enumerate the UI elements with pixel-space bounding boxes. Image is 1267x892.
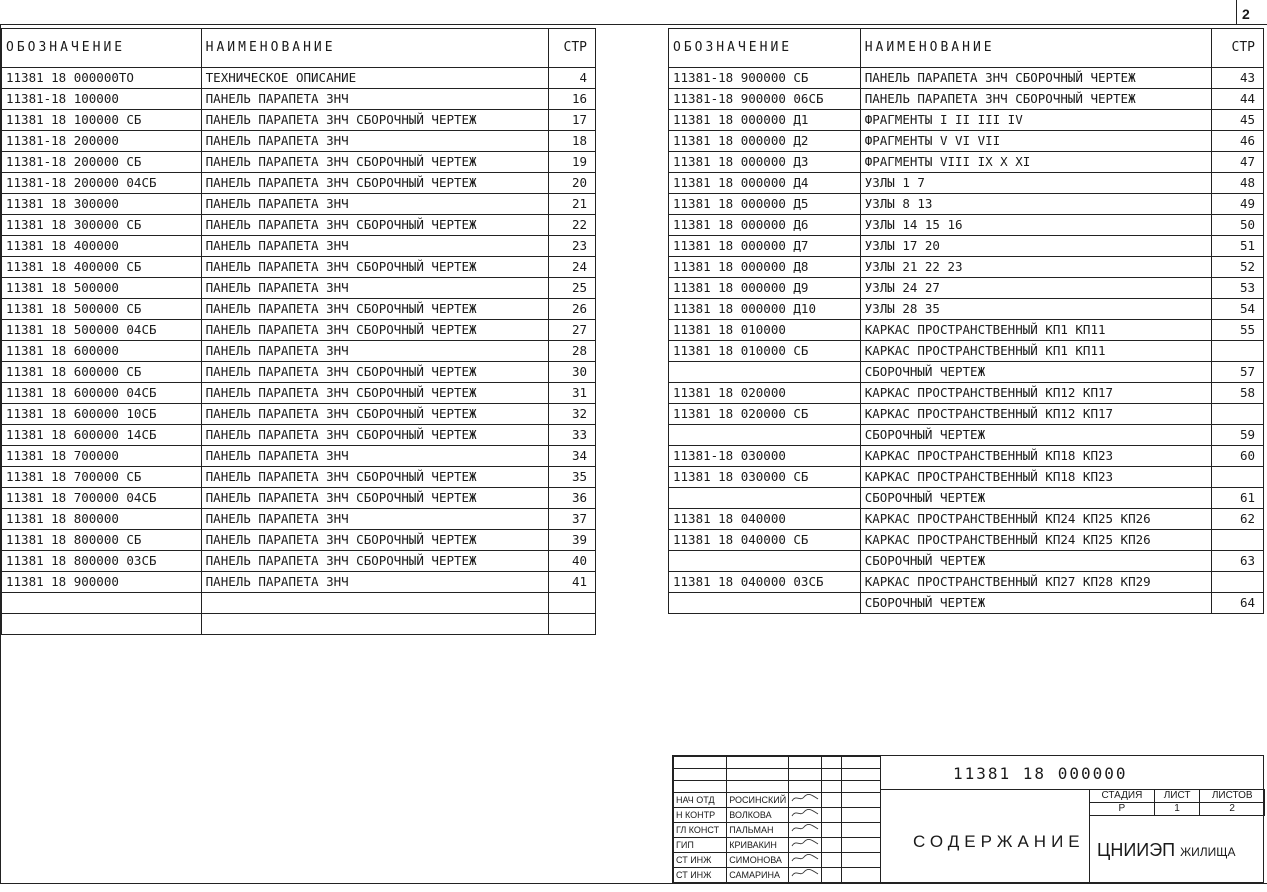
name-cell: ПАНЕЛЬ ПАРАПЕТА 3НЧ СБОРОЧНЫЙ ЧЕРТЕЖ (201, 467, 548, 488)
designation-cell: 11381 18 300000 СБ (2, 215, 202, 236)
table-row (2, 488, 596, 509)
sheet-title: СОДЕРЖАНИЕ (913, 832, 1085, 851)
designation-cell (669, 488, 861, 509)
table-row (669, 278, 1264, 299)
page-cell: 21 (549, 194, 596, 215)
signature-mark (789, 793, 822, 808)
blank-cell (842, 823, 881, 838)
name-cell: СБОРОЧНЫЙ ЧЕРТЕЖ (860, 551, 1211, 572)
signature-mark (789, 838, 822, 853)
signer-row (674, 838, 881, 853)
table-header-row (669, 29, 1264, 68)
table-row (2, 551, 596, 572)
page-cell (549, 593, 596, 614)
name-cell: ПАНЕЛЬ ПАРАПЕТА 3НЧ СБОРОЧНЫЙ ЧЕРТЕЖ (201, 173, 548, 194)
signer-row (674, 853, 881, 868)
page-cell: 26 (549, 299, 596, 320)
name-cell: ПАНЕЛЬ ПАРАПЕТА 3НЧ СБОРОЧНЫЙ ЧЕРТЕЖ (201, 320, 548, 341)
page-cell: 58 (1212, 383, 1264, 404)
page-cell: 20 (549, 173, 596, 194)
signature-mark (789, 808, 822, 823)
date-cell (822, 823, 842, 838)
designation-header: ОБОЗНАЧЕНИЕ (669, 29, 861, 68)
signer-name: ПАЛЬМАН (727, 823, 789, 838)
table-row (669, 572, 1264, 593)
table-row (2, 572, 596, 593)
designation-cell: 11381 18 600000 10СБ (2, 404, 202, 425)
signer-role: Н КОНТР (674, 808, 727, 823)
designation-cell: 11381-18 900000 СБ (669, 68, 861, 89)
signature-mark (789, 868, 822, 883)
page-cell: 62 (1212, 509, 1264, 530)
page-cell: 37 (549, 509, 596, 530)
name-cell: УЗЛЫ 28 35 (860, 299, 1211, 320)
table-row (669, 404, 1264, 425)
page-cell: 33 (549, 425, 596, 446)
org-sub: ЖИЛИЩА (1180, 845, 1236, 859)
page-cell: 57 (1212, 362, 1264, 383)
name-cell: УЗЛЫ 14 15 16 (860, 215, 1211, 236)
designation-cell: 11381 18 020000 (669, 383, 861, 404)
name-cell: СБОРОЧНЫЙ ЧЕРТЕЖ (860, 362, 1211, 383)
signer-row (674, 868, 881, 883)
page-cell: 55 (1212, 320, 1264, 341)
name-cell: ПАНЕЛЬ ПАРАПЕТА 3НЧ СБОРОЧНЫЙ ЧЕРТЕЖ (201, 215, 548, 236)
table-row (669, 236, 1264, 257)
signature-mark (789, 823, 822, 838)
table-row (669, 152, 1264, 173)
designation-cell (669, 425, 861, 446)
date-cell (822, 868, 842, 883)
table-row (2, 131, 596, 152)
table-row (2, 236, 596, 257)
designation-cell: 11381 18 300000 (2, 194, 202, 215)
designation-cell: 11381 18 010000 (669, 320, 861, 341)
table-row (2, 278, 596, 299)
name-cell: ПАНЕЛЬ ПАРАПЕТА 3НЧ СБОРОЧНЫЙ ЧЕРТЕЖ (201, 551, 548, 572)
designation-cell: 11381 18 020000 СБ (669, 404, 861, 425)
name-cell: ПАНЕЛЬ ПАРАПЕТА 3НЧ (201, 236, 548, 257)
designation-cell: 11381-18 100000 (2, 89, 202, 110)
name-cell: КАРКАС ПРОСТРАНСТВЕННЫЙ КП12 КП17 (860, 404, 1211, 425)
name-cell: ФРАГМЕНТЫ VIII IX X XI (860, 152, 1211, 173)
designation-cell: 11381 18 000000 Д3 (669, 152, 861, 173)
designation-cell: 11381 18 000000 Д1 (669, 110, 861, 131)
signer-row (674, 793, 881, 808)
table-row (669, 446, 1264, 467)
table-row (669, 194, 1264, 215)
name-cell: ПАНЕЛЬ ПАРАПЕТА 3НЧ СБОРОЧНЫЙ ЧЕРТЕЖ (201, 257, 548, 278)
signers-grid (673, 756, 881, 883)
designation-cell: 11381 18 100000 СБ (2, 110, 202, 131)
page-cell: 17 (549, 110, 596, 131)
designation-cell: 11381 18 700000 СБ (2, 467, 202, 488)
page-cell: 28 (549, 341, 596, 362)
name-cell: ФРАГМЕНТЫ I II III IV (860, 110, 1211, 131)
name-cell: ПАНЕЛЬ ПАРАПЕТА 3НЧ СБОРОЧНЫЙ ЧЕРТЕЖ (201, 152, 548, 173)
page-cell: 16 (549, 89, 596, 110)
designation-cell: 11381 18 600000 14СБ (2, 425, 202, 446)
date-cell (822, 838, 842, 853)
date-cell (822, 793, 842, 808)
page-cell: 30 (549, 362, 596, 383)
table-row (669, 299, 1264, 320)
page-cell: 47 (1212, 152, 1264, 173)
table-row (2, 383, 596, 404)
designation-cell: 11381 18 700000 04СБ (2, 488, 202, 509)
page-cell: 32 (549, 404, 596, 425)
name-cell: КАРКАС ПРОСТРАНСТВЕННЫЙ КП24 КП25 КП26 (860, 530, 1211, 551)
name-cell: СБОРОЧНЫЙ ЧЕРТЕЖ (860, 425, 1211, 446)
table-row (2, 110, 596, 131)
designation-cell: 11381 18 000000 Д9 (669, 278, 861, 299)
table-row (669, 110, 1264, 131)
name-cell: ПАНЕЛЬ ПАРАПЕТА 3НЧ СБОРОЧНЫЙ ЧЕРТЕЖ (201, 404, 548, 425)
designation-cell: 11381 18 800000 03СБ (2, 551, 202, 572)
name-cell: УЗЛЫ 1 7 (860, 173, 1211, 194)
table-row (2, 89, 596, 110)
table-row (2, 593, 596, 614)
name-cell (201, 614, 548, 635)
designation-cell: 11381 18 600000 (2, 341, 202, 362)
name-cell (201, 593, 548, 614)
signer-role: СТ ИНЖ (674, 868, 727, 883)
name-cell: ПАНЕЛЬ ПАРАПЕТА 3НЧ СБОРОЧНЫЙ ЧЕРТЕЖ (201, 488, 548, 509)
page-cell: 49 (1212, 194, 1264, 215)
page-cell: 27 (549, 320, 596, 341)
designation-cell: 11381-18 200000 (2, 131, 202, 152)
page-cell: 40 (549, 551, 596, 572)
name-cell: УЗЛЫ 21 22 23 (860, 257, 1211, 278)
page-cell: 60 (1212, 446, 1264, 467)
stage-table (1089, 789, 1265, 816)
page-cell: 64 (1212, 593, 1264, 614)
page-cell (1212, 341, 1264, 362)
name-cell: ПАНЕЛЬ ПАРАПЕТА 3НЧ (201, 341, 548, 362)
signer-role: НАЧ ОТД (674, 793, 727, 808)
sheet-number: 2 (1242, 6, 1250, 22)
table-row (2, 362, 596, 383)
page-cell: 51 (1212, 236, 1264, 257)
name-cell: СБОРОЧНЫЙ ЧЕРТЕЖ (860, 488, 1211, 509)
name-cell: ПАНЕЛЬ ПАРАПЕТА 3НЧ (201, 572, 548, 593)
blank-cell (842, 868, 881, 883)
page-cell: 54 (1212, 299, 1264, 320)
page-cell: 45 (1212, 110, 1264, 131)
table-row (2, 68, 596, 89)
table-row (2, 320, 596, 341)
table-row (2, 425, 596, 446)
designation-cell: 11381 18 800000 (2, 509, 202, 530)
designation-cell: 11381 18 500000 СБ (2, 299, 202, 320)
designation-cell: 11381 18 600000 СБ (2, 362, 202, 383)
name-cell: СБОРОЧНЫЙ ЧЕРТЕЖ (860, 593, 1211, 614)
page-cell: 23 (549, 236, 596, 257)
name-cell: ПАНЕЛЬ ПАРАПЕТА 3НЧ СБОРОЧНЫЙ ЧЕРТЕЖ (201, 425, 548, 446)
blank-cell (842, 838, 881, 853)
name-header: НАИМЕНОВАНИЕ (201, 29, 548, 68)
table-row (2, 257, 596, 278)
table-row (669, 509, 1264, 530)
page-cell (1212, 404, 1264, 425)
contents-table-right (668, 28, 1264, 614)
table-row (669, 215, 1264, 236)
signer-row (674, 823, 881, 838)
frame-top-line (0, 24, 1267, 25)
signer-name: РОСИНСКИЙ (727, 793, 789, 808)
designation-cell: 11381-18 200000 СБ (2, 152, 202, 173)
page-cell: 35 (549, 467, 596, 488)
table-row (669, 89, 1264, 110)
page-cell (1212, 572, 1264, 593)
page-cell: 24 (549, 257, 596, 278)
name-cell: УЗЛЫ 24 27 (860, 278, 1211, 299)
document-number: 11381 18 000000 (953, 764, 1128, 783)
name-cell: ПАНЕЛЬ ПАРАПЕТА 3НЧ (201, 509, 548, 530)
table-row (2, 509, 596, 530)
name-cell: ПАНЕЛЬ ПАРАПЕТА 3НЧ СБОРОЧНЫЙ ЧЕРТЕЖ (860, 89, 1211, 110)
sheets-label: ЛИСТОВ (1200, 790, 1265, 803)
signer-row (674, 808, 881, 823)
page-cell: 34 (549, 446, 596, 467)
designation-cell: 11381-18 200000 04СБ (2, 173, 202, 194)
page-cell: 41 (549, 572, 596, 593)
sheets-value: 2 (1200, 803, 1265, 816)
sheet-label: ЛИСТ (1154, 790, 1200, 803)
designation-cell (2, 614, 202, 635)
designation-cell: 11381 18 000000 Д10 (669, 299, 861, 320)
name-cell: КАРКАС ПРОСТРАНСТВЕННЫЙ КП27 КП28 КП29 (860, 572, 1211, 593)
page-cell (1212, 467, 1264, 488)
designation-cell: 11381 18 000000 Д2 (669, 131, 861, 152)
table-row (669, 425, 1264, 446)
page-cell: 18 (549, 131, 596, 152)
name-cell: УЗЛЫ 8 13 (860, 194, 1211, 215)
designation-cell: 11381 18 040000 03СБ (669, 572, 861, 593)
designation-cell: 11381-18 900000 06СБ (669, 89, 861, 110)
page-cell: 63 (1212, 551, 1264, 572)
name-cell: ПАНЕЛЬ ПАРАПЕТА 3НЧ (201, 446, 548, 467)
designation-cell: 11381 18 000000 Д5 (669, 194, 861, 215)
name-cell: КАРКАС ПРОСТРАНСТВЕННЫЙ КП18 КП23 (860, 467, 1211, 488)
frame-tick (1236, 0, 1237, 24)
table-row (2, 404, 596, 425)
page-cell: 50 (1212, 215, 1264, 236)
name-cell: КАРКАС ПРОСТРАНСТВЕННЫЙ КП12 КП17 (860, 383, 1211, 404)
signer-role: СТ ИНЖ (674, 853, 727, 868)
blank-cell (842, 853, 881, 868)
designation-cell: 11381 18 010000 СБ (669, 341, 861, 362)
name-cell: ПАНЕЛЬ ПАРАПЕТА 3НЧ СБОРОЧНЫЙ ЧЕРТЕЖ (860, 68, 1211, 89)
page-cell: 44 (1212, 89, 1264, 110)
table-row (2, 194, 596, 215)
page-cell: 43 (1212, 68, 1264, 89)
page-header: СТР (1212, 29, 1264, 68)
name-cell: ПАНЕЛЬ ПАРАПЕТА 3НЧ СБОРОЧНЫЙ ЧЕРТЕЖ (201, 530, 548, 551)
table-row (2, 467, 596, 488)
name-cell: ПАНЕЛЬ ПАРАПЕТА 3НЧ СБОРОЧНЫЙ ЧЕРТЕЖ (201, 110, 548, 131)
signer-role: ГЛ КОНСТ (674, 823, 727, 838)
designation-cell: 11381 18 500000 (2, 278, 202, 299)
stage-label: СТАДИЯ (1090, 790, 1155, 803)
designation-cell (669, 551, 861, 572)
page-cell: 39 (549, 530, 596, 551)
page-cell: 22 (549, 215, 596, 236)
designation-cell: 11381 18 400000 (2, 236, 202, 257)
designation-cell: 11381 18 030000 СБ (669, 467, 861, 488)
name-cell: ПАНЕЛЬ ПАРАПЕТА 3НЧ (201, 278, 548, 299)
table-row (669, 320, 1264, 341)
stage-value: Р (1090, 803, 1155, 816)
name-header: НАИМЕНОВАНИЕ (860, 29, 1211, 68)
frame-bottom-line (0, 883, 1267, 884)
designation-cell (2, 593, 202, 614)
designation-cell: 11381 18 040000 (669, 509, 861, 530)
blank-cell (842, 808, 881, 823)
table-row (669, 173, 1264, 194)
blank-cell (842, 793, 881, 808)
name-cell: ПАНЕЛЬ ПАРАПЕТА 3НЧ СБОРОЧНЫЙ ЧЕРТЕЖ (201, 383, 548, 404)
designation-cell: 11381 18 600000 04СБ (2, 383, 202, 404)
page-cell: 4 (549, 68, 596, 89)
page-cell: 36 (549, 488, 596, 509)
designation-cell (669, 362, 861, 383)
table-row (669, 341, 1264, 362)
designation-header: ОБОЗНАЧЕНИЕ (2, 29, 202, 68)
page-cell: 52 (1212, 257, 1264, 278)
table-row (2, 530, 596, 551)
name-cell: ПАНЕЛЬ ПАРАПЕТА 3НЧ СБОРОЧНЫЙ ЧЕРТЕЖ (201, 362, 548, 383)
table-row (669, 131, 1264, 152)
signer-name: КРИВАКИН (727, 838, 789, 853)
page-cell: 46 (1212, 131, 1264, 152)
signer-role: ГИП (674, 838, 727, 853)
designation-cell: 11381 18 700000 (2, 446, 202, 467)
date-cell (822, 853, 842, 868)
table-row (669, 467, 1264, 488)
title-block (672, 755, 1264, 883)
page-cell (549, 614, 596, 635)
name-cell: УЗЛЫ 17 20 (860, 236, 1211, 257)
table-row (669, 362, 1264, 383)
table-row (2, 446, 596, 467)
table-row (2, 215, 596, 236)
name-cell: ПАНЕЛЬ ПАРАПЕТА 3НЧ (201, 89, 548, 110)
designation-cell: 11381-18 030000 (669, 446, 861, 467)
table-row (669, 593, 1264, 614)
name-cell: ПАНЕЛЬ ПАРАПЕТА 3НЧ (201, 194, 548, 215)
page-cell: 59 (1212, 425, 1264, 446)
designation-cell (669, 593, 861, 614)
table-row (2, 341, 596, 362)
page-cell (1212, 530, 1264, 551)
page-cell: 53 (1212, 278, 1264, 299)
date-cell (822, 808, 842, 823)
designation-cell: 11381 18 800000 СБ (2, 530, 202, 551)
signer-name: ВОЛКОВА (727, 808, 789, 823)
designation-cell: 11381 18 040000 СБ (669, 530, 861, 551)
table-row (669, 488, 1264, 509)
name-cell: КАРКАС ПРОСТРАНСТВЕННЫЙ КП24 КП25 КП26 (860, 509, 1211, 530)
signer-name: СИМОНОВА (727, 853, 789, 868)
table-row (2, 614, 596, 635)
table-row (669, 383, 1264, 404)
table-row (2, 152, 596, 173)
table-row (669, 68, 1264, 89)
page-cell: 48 (1212, 173, 1264, 194)
designation-cell: 11381 18 000000 Д7 (669, 236, 861, 257)
table-row (669, 551, 1264, 572)
name-cell: КАРКАС ПРОСТРАНСТВЕННЫЙ КП1 КП11 (860, 341, 1211, 362)
contents-table-left (1, 28, 596, 635)
organization (1097, 840, 1236, 861)
name-cell: КАРКАС ПРОСТРАНСТВЕННЫЙ КП18 КП23 (860, 446, 1211, 467)
name-cell: ПАНЕЛЬ ПАРАПЕТА 3НЧ (201, 131, 548, 152)
page-header: СТР (549, 29, 596, 68)
table-header-row (2, 29, 596, 68)
name-cell: ФРАГМЕНТЫ V VI VII (860, 131, 1211, 152)
name-cell: КАРКАС ПРОСТРАНСТВЕННЫЙ КП1 КП11 (860, 320, 1211, 341)
designation-cell: 11381 18 000000 Д8 (669, 257, 861, 278)
name-cell: ПАНЕЛЬ ПАРАПЕТА 3НЧ СБОРОЧНЫЙ ЧЕРТЕЖ (201, 299, 548, 320)
page-cell: 31 (549, 383, 596, 404)
table-row (2, 299, 596, 320)
page-cell: 61 (1212, 488, 1264, 509)
designation-cell: 11381 18 000000 Д4 (669, 173, 861, 194)
signer-name: САМАРИНА (727, 868, 789, 883)
designation-cell: 11381 18 900000 (2, 572, 202, 593)
designation-cell: 11381 18 500000 04СБ (2, 320, 202, 341)
designation-cell: 11381 18 000000 Д6 (669, 215, 861, 236)
sheet-value: 1 (1154, 803, 1200, 816)
page-cell: 25 (549, 278, 596, 299)
org-main: ЦНИИЭП (1097, 840, 1176, 860)
table-row (669, 257, 1264, 278)
signature-mark (789, 853, 822, 868)
table-row (669, 530, 1264, 551)
designation-cell: 11381 18 000000ТО (2, 68, 202, 89)
name-cell: ТЕХНИЧЕСКОЕ ОПИСАНИЕ (201, 68, 548, 89)
page-cell: 19 (549, 152, 596, 173)
table-row (2, 173, 596, 194)
designation-cell: 11381 18 400000 СБ (2, 257, 202, 278)
